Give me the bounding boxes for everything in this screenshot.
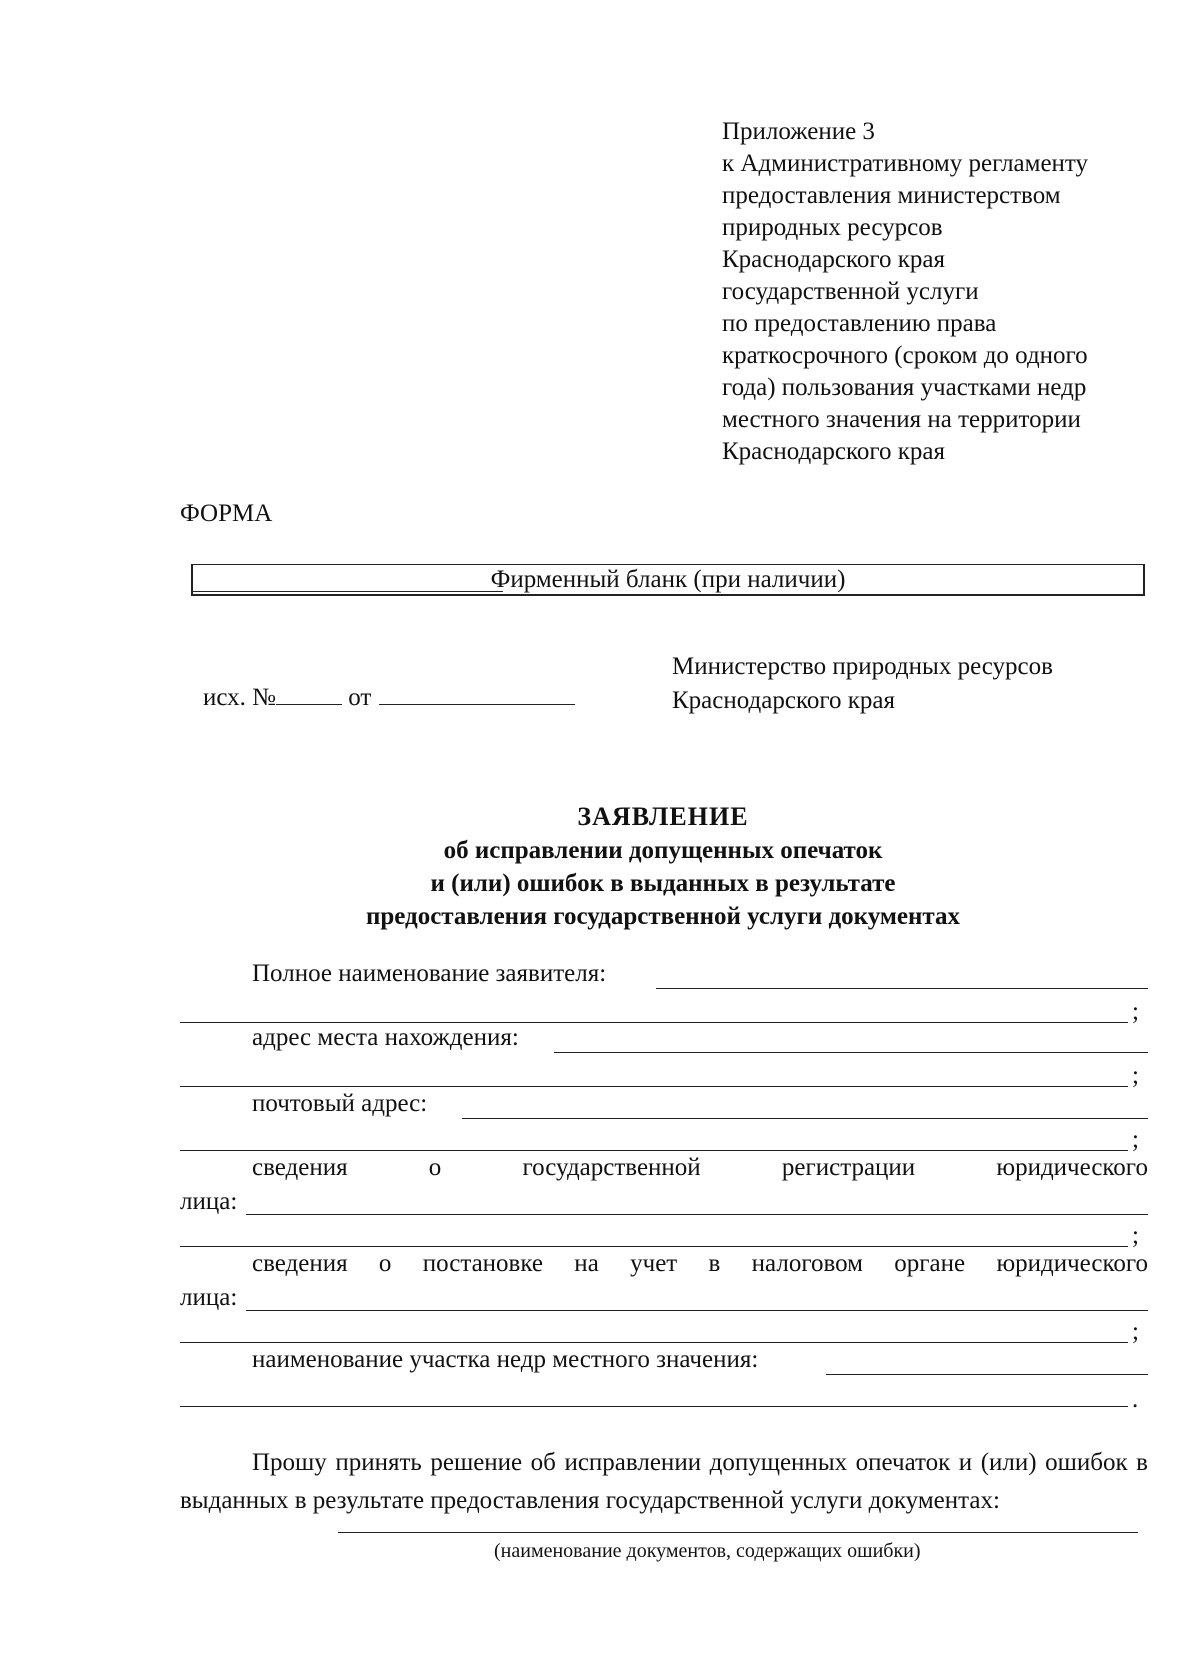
title-sub: и (или) ошибок в выданных в результате	[430, 870, 896, 897]
label-word: государственной	[522, 1154, 701, 1181]
state-registration-field[interactable]	[246, 1214, 1148, 1215]
label-word: регистрации	[781, 1154, 916, 1181]
label-word: о	[428, 1154, 442, 1181]
entity-label: лица:	[180, 1188, 238, 1215]
header-line: краткосрочного (сроком до одного	[722, 342, 1088, 369]
header-line: государственной услуги	[722, 278, 979, 305]
outgoing-from: от	[348, 684, 372, 711]
location-address-label: адрес места нахождения:	[252, 1024, 519, 1051]
subsoil-plot-field-line2[interactable]	[180, 1406, 1128, 1407]
postal-address-label: почтовый адрес:	[252, 1090, 428, 1117]
forma-label: ФОРМА	[180, 500, 273, 527]
postal-address-field[interactable]	[462, 1118, 1148, 1119]
header-line: природных ресурсов	[722, 214, 943, 241]
documents-field[interactable]	[338, 1532, 1138, 1533]
header-line: местного значения на территории	[722, 406, 1081, 433]
tax-registration-field[interactable]	[246, 1310, 1148, 1311]
semicolon: ;	[1132, 1222, 1139, 1249]
subsoil-plot-label: наименование участка недр местного значения:	[252, 1346, 759, 1373]
state-registration-label	[252, 1154, 1148, 1182]
location-address-field-line2[interactable]	[180, 1086, 1128, 1087]
documents-caption: (наименование документов, содержащих ошибки)	[494, 1540, 921, 1562]
entity-label: лица:	[180, 1284, 238, 1311]
letterhead-box	[191, 564, 1145, 596]
location-address-field[interactable]	[554, 1052, 1148, 1053]
title-sub: предоставления государственной услуги документах	[365, 903, 961, 930]
outgoing-number	[203, 684, 575, 712]
recipient-line: Краснодарского края	[672, 687, 895, 714]
outgoing-date-field[interactable]	[379, 684, 575, 705]
semicolon: ;	[1132, 1318, 1139, 1345]
tax-registration-label: сведения о постановке на учет в налоговом органе юридического	[252, 1250, 1148, 1277]
recipient-line: Министерство природных ресурсов	[672, 653, 1053, 680]
outgoing-prefix: исх. №	[203, 684, 276, 711]
semicolon: ;	[1132, 1062, 1139, 1089]
header-line: к Административному регламенту	[722, 150, 1089, 177]
letterhead-label: Фирменный бланк (при наличии)	[490, 566, 846, 593]
request-text: Прошу принять решение об исправлении допущенных опечаток и (или) ошибок в выданных в результате предоставления государственной услуги документах:	[180, 1449, 1148, 1514]
header-line: предоставления министерством	[722, 182, 1061, 209]
full-name-field-line2[interactable]	[180, 1022, 1128, 1023]
application-title	[180, 800, 1146, 933]
label-word: сведения	[252, 1154, 348, 1181]
tax-registration-field-line2[interactable]	[180, 1342, 1128, 1343]
label-word: юридического	[996, 1154, 1148, 1181]
request-paragraph	[180, 1444, 1148, 1520]
recipient-block	[672, 650, 1053, 718]
outgoing-number-field[interactable]	[276, 684, 342, 705]
state-registration-field-line2[interactable]	[180, 1246, 1128, 1247]
header-line: по предоставлению права	[722, 310, 997, 337]
appendix-header	[722, 116, 1162, 468]
period: .	[1132, 1386, 1139, 1413]
title-main: ЗАЯВЛЕНИЕ	[577, 802, 749, 831]
postal-address-field-line2[interactable]	[180, 1150, 1128, 1151]
full-name-field[interactable]	[656, 988, 1148, 989]
title-sub: об исправлении допущенных опечаток	[443, 837, 883, 864]
semicolon: ;	[1132, 998, 1139, 1025]
header-line: года) пользования участками недр	[722, 374, 1087, 401]
subsoil-plot-field[interactable]	[826, 1374, 1148, 1375]
header-line: Приложение 3	[722, 118, 875, 145]
semicolon: ;	[1132, 1126, 1139, 1153]
header-line: Краснодарского края	[722, 438, 945, 465]
header-line: Краснодарского края	[722, 246, 945, 273]
full-name-label: Полное наименование заявителя:	[252, 960, 607, 987]
